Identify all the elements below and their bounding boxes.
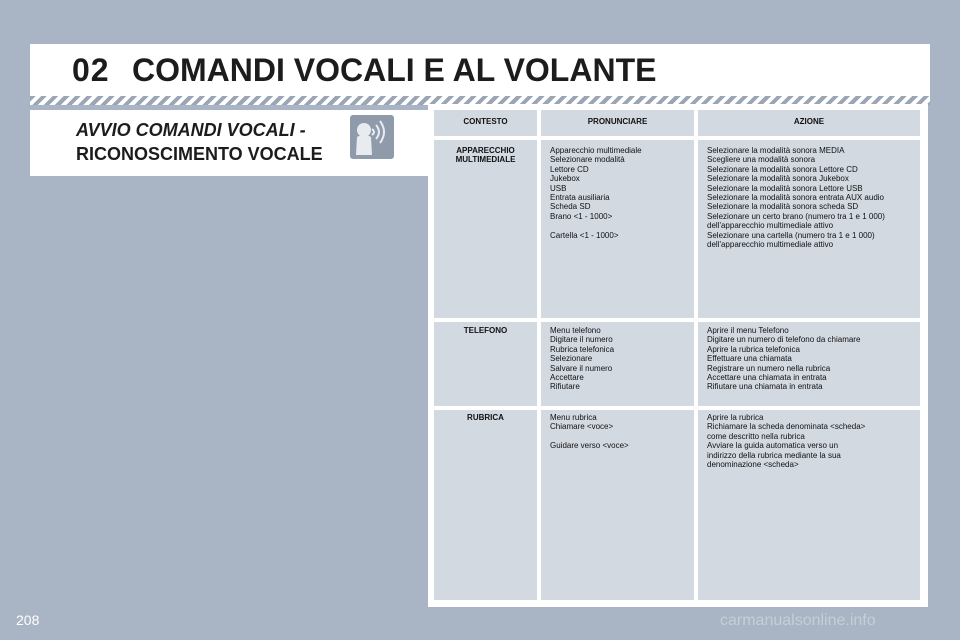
row3-context-bg bbox=[434, 410, 537, 600]
header-action: AZIONE bbox=[793, 117, 825, 126]
row1-context-bg bbox=[434, 140, 537, 318]
row2-context: TELEFONO bbox=[463, 326, 508, 335]
row1-pronounce-extra: Cartella <1 - 1000> bbox=[550, 231, 619, 240]
watermark: carmanualsonline.info bbox=[720, 612, 876, 629]
row1-pronounce: Apparecchio multimediale Selezionare modalità Lettore CD Jukebox USB Entrata ausiliaria Scheda SD Brano <1 - 1000> bbox=[550, 146, 642, 221]
chapter-number: 02 bbox=[72, 52, 110, 88]
row3-action: Aprire la rubrica Richiamare la scheda denominata <scheda> come descritto nella rubrica Avviare la guida automatica verso un indirizzo della rubrica mediante la sua denominazione <scheda> bbox=[707, 413, 866, 470]
voice-recognition-icon bbox=[350, 115, 394, 159]
row3-pronounce: Menu rubrica Chiamare <voce> bbox=[550, 413, 614, 432]
row1-context: APPARECCHIO MULTIMEDIALE bbox=[455, 146, 516, 165]
header-context: CONTESTO bbox=[463, 117, 508, 126]
row3-pronounce-extra: Guidare verso <voce> bbox=[550, 441, 629, 450]
page-number: 208 bbox=[16, 612, 40, 628]
section-title-line1: AVVIO COMANDI VOCALI - bbox=[76, 120, 306, 140]
section-title bbox=[76, 118, 356, 166]
row3-context: RUBRICA bbox=[467, 413, 504, 422]
voice-commands-table bbox=[428, 104, 928, 607]
row2-action: Aprire il menu Telefono Digitare un numero di telefono da chiamare Aprire la rubrica telefonica Effettuare una chiamata Registrare un numero nella rubrica Accettare una chiamata in entrata Rifiutare una chiamata in entrata bbox=[707, 326, 861, 392]
row3-pronounce-bg bbox=[541, 410, 694, 600]
row1-action: Selezionare la modalità sonora MEDIA Scegliere una modalità sonora Selezionare la modalità sonora Lettore CD Selezionare la modalità sonora Jukebox Selezionare la modalità sonora Lettore USB Selezionare la modalità sonora entrata AUX audio Selezionare la modalità sonora scheda SD Selezionare un certo brano (numero tra 1 e 1 000) dell'apparecchio multimediale attivo Selezionare una cartella (numero tra 1 e 1 000) dell'apparecchio multimediale attivo bbox=[707, 146, 885, 250]
chapter-title: COMANDI VOCALI E AL VOLANTE bbox=[132, 52, 657, 88]
section-title-line2: RICONOSCIMENTO VOCALE bbox=[76, 144, 323, 164]
row2-pronounce: Menu telefono Digitare il numero Rubrica telefonica Selezionare Salvare il numero Accettare Rifiutare bbox=[550, 326, 615, 392]
header-pronounce: PRONUNCIARE bbox=[587, 117, 648, 126]
